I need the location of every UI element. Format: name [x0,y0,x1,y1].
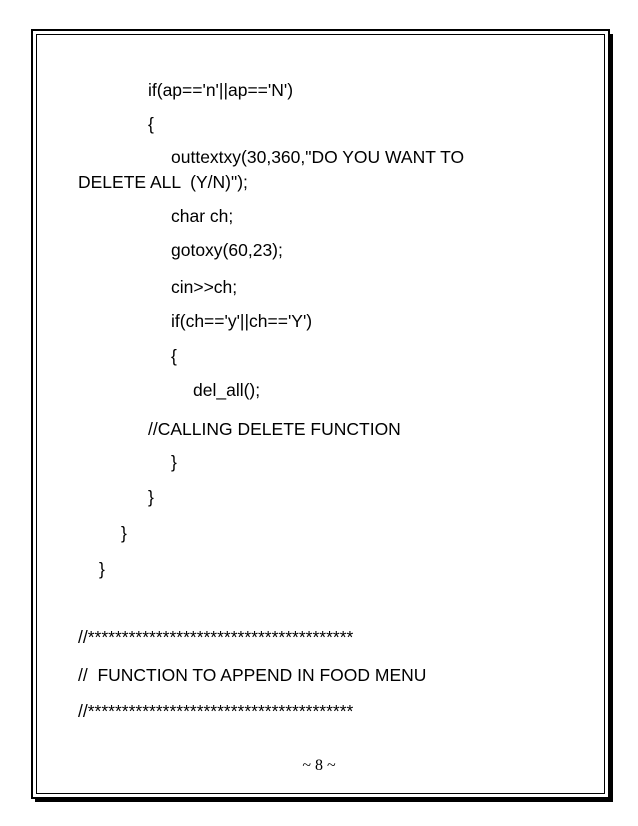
code-line: } [99,559,105,579]
code-line: cin>>ch; [171,277,238,297]
code-line: gotoxy(60,23); [171,240,283,260]
code-line: } [171,452,177,472]
page-number: ~ 8 ~ [302,757,336,774]
code-line: { [148,114,154,134]
code-line: char ch; [171,206,234,226]
code-line: if(ap=='n'||ap=='N') [148,80,294,100]
code-line: { [171,346,177,366]
code-line: if(ch=='y'||ch=='Y') [171,311,313,331]
comment-line: // FUNCTION TO APPEND IN FOOD MENU [78,665,427,685]
comment-line: //*************************************** [78,627,354,647]
code-line: } [121,523,127,543]
comment-line: //*************************************** [78,701,354,721]
code-line: } [148,487,154,507]
code-line: DELETE ALL (Y/N)"); [78,172,248,192]
comment-line: //CALLING DELETE FUNCTION [148,419,401,439]
code-line: outtextxy(30,360,"DO YOU WANT TO [171,147,465,167]
code-line: del_all(); [193,380,261,400]
